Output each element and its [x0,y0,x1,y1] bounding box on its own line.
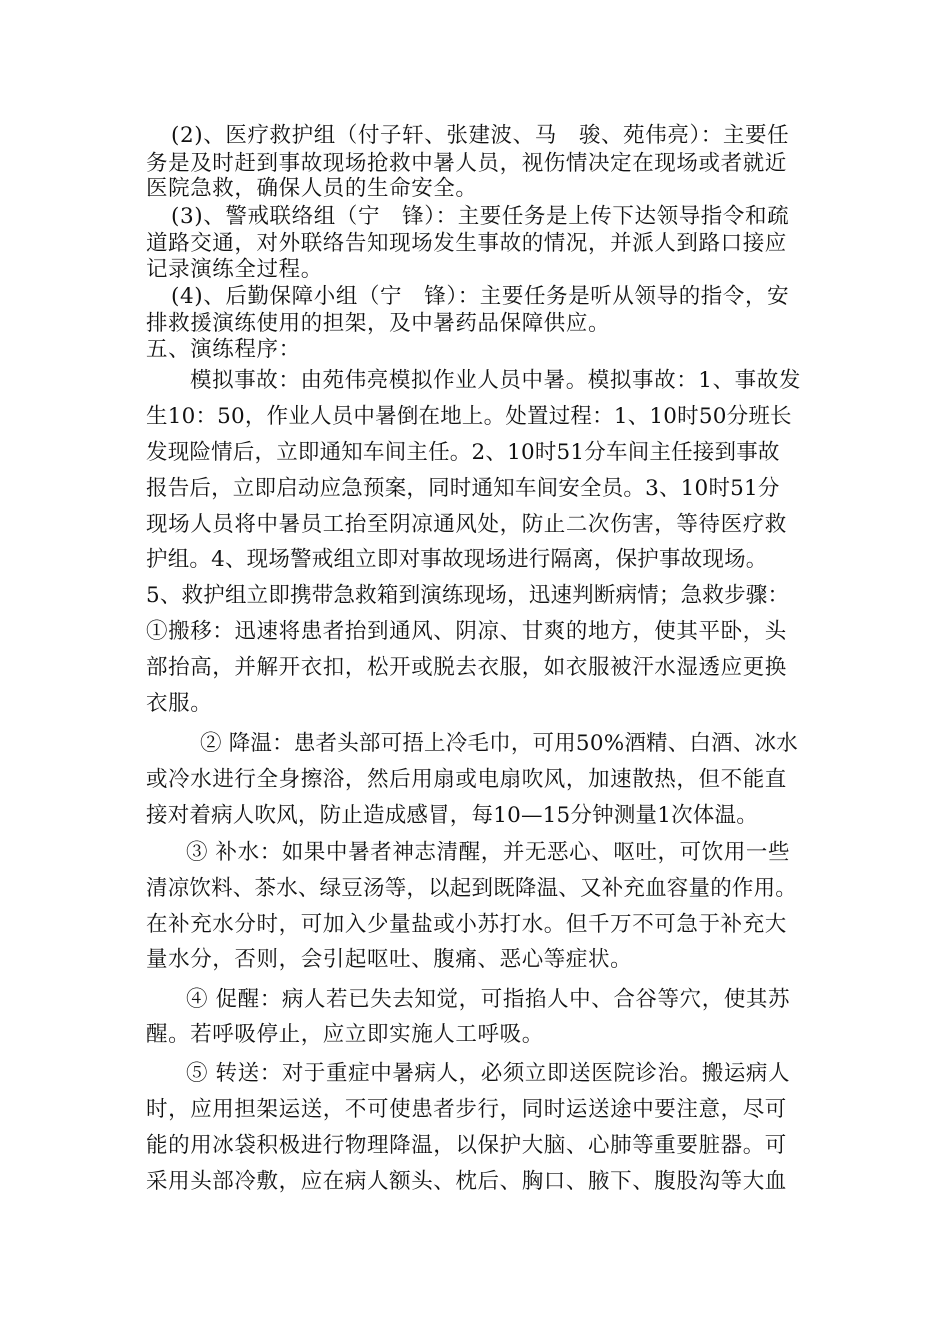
text-line: 清凉饮料、茶水、绿豆汤等，以起到既降温、又补充血容量的作用。 [146,876,798,901]
text-line: ④ 促醒：病人若已失去知觉，可指掐人中、合谷等穴，使其苏 [186,987,791,1012]
text-line: 部抬高，并解开衣扣，松开或脱去衣服，如衣服被汗水湿透应更换 [146,655,787,680]
text-line: ⑤ 转送：对于重症中暑病人，必须立即送医院诊治。搬运病人 [186,1061,791,1086]
text-line: 记录演练全过程。 [146,257,323,282]
text-line: 在补充水分时，可加入少量盐或小苏打水。但千万不可急于补充大 [146,912,787,937]
text-line: (3)、警戒联络组（宁 锋）：主要任务是上传下达领导指令和疏 [171,204,790,229]
text-line: 护组。4、现场警戒组立即对事故现场进行隔离，保护事故现场。 [146,547,768,572]
text-line: 道路交通，对外联络告知现场发生事故的情况，并派人到路口接应 [146,231,787,256]
text-line: 衣服。 [146,691,213,716]
text-line: 报告后，立即启动应急预案，同时通知车间安全员。3、10时51分 [146,476,780,501]
text-line: 醒。若呼吸停止，应立即实施人工呼吸。 [146,1022,544,1047]
text-line: 采用头部冷敷，应在病人额头、枕后、胸口、腋下、腹股沟等大血 [146,1169,787,1194]
text-line: (2)、医疗救护组（付子轩、张建波、马 骏、苑伟亮）：主要任 [171,123,790,148]
text-line: 时，应用担架运送，不可使患者步行，同时运送途中要注意，尽可 [146,1097,787,1122]
text-line: 能的用冰袋积极进行物理降温，以保护大脑、心肺等重要脏器。可 [146,1133,787,1158]
text-line: 务是及时赶到事故现场抢救中暑人员，视伤情决定在现场或者就近 [146,151,787,176]
text-line: 模拟事故：由苑伟亮模拟作业人员中暑。模拟事故：1、事故发 [190,368,801,393]
text-line: 发现险情后，立即通知车间主任。2、10时51分车间主任接到事故 [146,440,780,465]
section-heading: 五、演练程序： [146,337,301,362]
text-line: ③ 补水：如果中暑者神志清醒，并无恶心、呕吐，可饮用一些 [186,840,791,865]
text-line: 5、救护组立即携带急救箱到演练现场，迅速判断病情；急救步骤： [146,583,790,608]
text-line: (4)、后勤保障小组（宁 锋）：主要任务是听从领导的指令，安 [171,284,790,309]
text-line: ② 降温：患者头部可捂上冷毛巾，可用50%酒精、白酒、冰水 [200,731,798,756]
text-line: ①搬移：迅速将患者抬到通风、阴凉、甘爽的地方，使其平卧，头 [146,619,787,644]
text-line: 生10：50，作业人员中暑倒在地上。处置过程：1、10时50分班长 [146,404,792,429]
text-line: 或冷水进行全身擦浴，然后用扇或电扇吹风，加速散热，但不能直 [146,767,787,792]
text-line: 接对着病人吹风，防止造成感冒，每10—15分钟测量1次体温。 [146,803,758,828]
text-line: 医院急救，确保人员的生命安全。 [146,176,478,201]
text-line: 现场人员将中暑员工抬至阴凉通风处，防止二次伤害，等待医疗救 [146,512,787,537]
text-line: 量水分，否则，会引起呕吐、腹痛、恶心等症状。 [146,947,633,972]
text-line: 排救援演练使用的担架，及中暑药品保障供应。 [146,311,611,336]
